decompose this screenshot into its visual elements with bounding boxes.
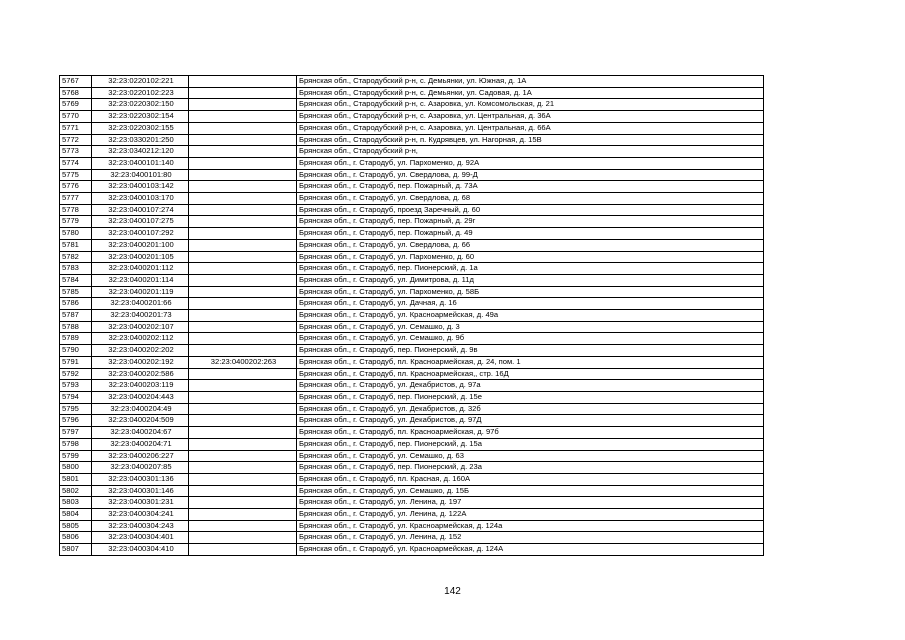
- cadastral-number-cell: 32:23:0400304:243: [92, 520, 189, 532]
- previous-cadastral-number-cell: [189, 181, 297, 193]
- table-row: [60, 181, 764, 193]
- table-row: [60, 228, 764, 240]
- row-number-cell: 5802: [60, 485, 92, 497]
- row-number-cell: 5783: [60, 263, 92, 275]
- row-number-cell: 5789: [60, 333, 92, 345]
- previous-cadastral-number-cell: [189, 111, 297, 123]
- table-row: [60, 286, 764, 298]
- previous-cadastral-number-cell: [189, 239, 297, 251]
- cadastral-number-cell: 32:23:0400301:136: [92, 473, 189, 485]
- previous-cadastral-number-cell: [189, 520, 297, 532]
- cadastral-number-cell: 32:23:0400202:112: [92, 333, 189, 345]
- address-cell: Брянская обл., г. Стародуб, ул. Красноармейская, д. 124а: [297, 520, 764, 532]
- cadastral-number-cell: 32:23:0220302:150: [92, 99, 189, 111]
- row-number-cell: 5791: [60, 356, 92, 368]
- address-cell: Брянская обл., г. Стародуб, ул. Дачная, д. 16: [297, 298, 764, 310]
- table-row: [60, 333, 764, 345]
- address-cell: Брянская обл., г. Стародуб, проезд Заречный, д. 60: [297, 204, 764, 216]
- address-cell: Брянская обл., г. Стародуб, ул. Семашко, д. 63: [297, 450, 764, 462]
- cadastral-number-cell: 32:23:0400107:275: [92, 216, 189, 228]
- address-cell: Брянская обл., г. Стародуб, ул. Красноармейская, д. 124А: [297, 544, 764, 556]
- previous-cadastral-number-cell: [189, 134, 297, 146]
- table-body: [60, 76, 764, 556]
- row-number-cell: 5803: [60, 497, 92, 509]
- table-row: [60, 239, 764, 251]
- table-row: [60, 298, 764, 310]
- cadastral-number-cell: 32:23:0400206:227: [92, 450, 189, 462]
- address-cell: Брянская обл., Стародубский р-н, п. Кудрявцев, ул. Нагорная, д. 15В: [297, 134, 764, 146]
- previous-cadastral-number-cell: [189, 321, 297, 333]
- row-number-cell: 5778: [60, 204, 92, 216]
- cadastral-number-cell: 32:23:0400201:119: [92, 286, 189, 298]
- cadastral-number-cell: 32:23:0340212:120: [92, 146, 189, 158]
- address-cell: Брянская обл., г. Стародуб, ул. Декабристов, д. 32б: [297, 403, 764, 415]
- table-row: [60, 204, 764, 216]
- table-row: [60, 403, 764, 415]
- cadastral-number-cell: 32:23:0400107:274: [92, 204, 189, 216]
- cadastral-number-cell: 32:23:0400201:112: [92, 263, 189, 275]
- table-row: [60, 99, 764, 111]
- row-number-cell: 5794: [60, 391, 92, 403]
- row-number-cell: 5795: [60, 403, 92, 415]
- previous-cadastral-number-cell: [189, 286, 297, 298]
- cadastral-number-cell: 32:23:0400101:140: [92, 157, 189, 169]
- table-row: [60, 520, 764, 532]
- row-number-cell: 5775: [60, 169, 92, 181]
- address-cell: Брянская обл., г. Стародуб, ул. Семашко, д. 3: [297, 321, 764, 333]
- address-cell: Брянская обл., г. Стародуб, ул. Семашко, д. 9б: [297, 333, 764, 345]
- address-cell: Брянская обл., г. Стародуб, пер. Пожарный, д. 73А: [297, 181, 764, 193]
- previous-cadastral-number-cell: [189, 310, 297, 322]
- row-number-cell: 5798: [60, 438, 92, 450]
- table-row: [60, 157, 764, 169]
- row-number-cell: 5796: [60, 415, 92, 427]
- table-row: [60, 134, 764, 146]
- cadastral-number-cell: 32:23:0400101:80: [92, 169, 189, 181]
- previous-cadastral-number-cell: [189, 473, 297, 485]
- previous-cadastral-number-cell: [189, 532, 297, 544]
- cadastral-number-cell: 32:23:0330201:250: [92, 134, 189, 146]
- address-cell: Брянская обл., г. Стародуб, ул. Красноармейская, д. 49а: [297, 310, 764, 322]
- previous-cadastral-number-cell: [189, 391, 297, 403]
- address-cell: Брянская обл., г. Стародуб, ул. Свердлова, д. 68: [297, 193, 764, 205]
- row-number-cell: 5767: [60, 76, 92, 88]
- table-row: [60, 321, 764, 333]
- row-number-cell: 5790: [60, 345, 92, 357]
- cadastral-number-cell: 32:23:0400203:119: [92, 380, 189, 392]
- table-row: [60, 216, 764, 228]
- table-row: [60, 497, 764, 509]
- cadastral-number-cell: 32:23:0400202:202: [92, 345, 189, 357]
- previous-cadastral-number-cell: [189, 497, 297, 509]
- cadastral-number-cell: 32:23:0400201:105: [92, 251, 189, 263]
- table-row: [60, 509, 764, 521]
- cadastral-number-cell: 32:23:0400202:107: [92, 321, 189, 333]
- previous-cadastral-number-cell: [189, 462, 297, 474]
- cadastral-number-cell: 32:23:0400304:410: [92, 544, 189, 556]
- previous-cadastral-number-cell: [189, 76, 297, 88]
- address-cell: Брянская обл., г. Стародуб, пер. Пионерский, д. 15е: [297, 391, 764, 403]
- previous-cadastral-number-cell: [189, 251, 297, 263]
- previous-cadastral-number-cell: [189, 427, 297, 439]
- cadastral-number-cell: 32:23:0400204:443: [92, 391, 189, 403]
- row-number-cell: 5793: [60, 380, 92, 392]
- cadastral-number-cell: 32:23:0400201:100: [92, 239, 189, 251]
- previous-cadastral-number-cell: [189, 485, 297, 497]
- row-number-cell: 5785: [60, 286, 92, 298]
- previous-cadastral-number-cell: [189, 169, 297, 181]
- row-number-cell: 5771: [60, 122, 92, 134]
- address-cell: Брянская обл., г. Стародуб, пер. Пионерский, д. 1а: [297, 263, 764, 275]
- table-row: [60, 146, 764, 158]
- address-cell: Брянская обл., г. Стародуб, ул. Семашко, д. 15Б: [297, 485, 764, 497]
- previous-cadastral-number-cell: [189, 204, 297, 216]
- previous-cadastral-number-cell: [189, 146, 297, 158]
- row-number-cell: 5779: [60, 216, 92, 228]
- previous-cadastral-number-cell: [189, 263, 297, 275]
- address-cell: Брянская обл., г. Стародуб, ул. Ленина, д. 197: [297, 497, 764, 509]
- address-cell: Брянская обл., г. Стародуб, пл. Красноармейская, д. 97б: [297, 427, 764, 439]
- address-cell: Брянская обл., Стародубский р-н, с. Азаровка, ул. Центральная, д. 36А: [297, 111, 764, 123]
- table-row: [60, 356, 764, 368]
- table-row: [60, 438, 764, 450]
- address-cell: Брянская обл., г. Стародуб, ул. Свердлова, д. 99-Д: [297, 169, 764, 181]
- previous-cadastral-number-cell: [189, 274, 297, 286]
- property-register-table: [59, 75, 764, 556]
- cadastral-number-cell: 32:23:0220302:155: [92, 122, 189, 134]
- row-number-cell: 5807: [60, 544, 92, 556]
- row-number-cell: 5792: [60, 368, 92, 380]
- address-cell: Брянская обл., г. Стародуб, ул. Пархоменко, д. 92А: [297, 157, 764, 169]
- address-cell: Брянская обл., г. Стародуб, ул. Пархоменко, д. 60: [297, 251, 764, 263]
- cadastral-number-cell: 32:23:0400204:67: [92, 427, 189, 439]
- address-cell: Брянская обл., г. Стародуб, ул. Ленина, д. 152: [297, 532, 764, 544]
- table-row: [60, 310, 764, 322]
- table-row: [60, 122, 764, 134]
- address-cell: Брянская обл., Стародубский р-н, с. Демьянки, ул. Садовая, д. 1А: [297, 87, 764, 99]
- cadastral-number-cell: 32:23:0400204:49: [92, 403, 189, 415]
- row-number-cell: 5799: [60, 450, 92, 462]
- previous-cadastral-number-cell: [189, 450, 297, 462]
- row-number-cell: 5776: [60, 181, 92, 193]
- table-row: [60, 345, 764, 357]
- address-cell: Брянская обл., г. Стародуб, ул. Декабристов, д. 97а: [297, 380, 764, 392]
- cadastral-number-cell: 32:23:0220102:223: [92, 87, 189, 99]
- table-row: [60, 193, 764, 205]
- address-cell: Брянская обл., г. Стародуб, пер. Пожарный, д. 49: [297, 228, 764, 240]
- previous-cadastral-number-cell: [189, 87, 297, 99]
- cadastral-number-cell: 32:23:0400204:509: [92, 415, 189, 427]
- previous-cadastral-number-cell: [189, 380, 297, 392]
- previous-cadastral-number-cell: [189, 345, 297, 357]
- row-number-cell: 5806: [60, 532, 92, 544]
- row-number-cell: 5769: [60, 99, 92, 111]
- previous-cadastral-number-cell: [189, 216, 297, 228]
- table-row: [60, 263, 764, 275]
- cadastral-number-cell: 32:23:0400103:142: [92, 181, 189, 193]
- address-cell: Брянская обл., г. Стародуб, ул. Димитрова, д. 11д: [297, 274, 764, 286]
- row-number-cell: 5786: [60, 298, 92, 310]
- previous-cadastral-number-cell: [189, 509, 297, 521]
- table-row: [60, 473, 764, 485]
- table-row: [60, 169, 764, 181]
- cadastral-number-cell: 32:23:0400201:114: [92, 274, 189, 286]
- address-cell: Брянская обл., Стародубский р-н, с. Азаровка, ул. Центральная, д. 66А: [297, 122, 764, 134]
- previous-cadastral-number-cell: [189, 368, 297, 380]
- address-cell: Брянская обл., г. Стародуб, ул. Пархоменко, д. 58Б: [297, 286, 764, 298]
- previous-cadastral-number-cell: [189, 193, 297, 205]
- table-row: [60, 544, 764, 556]
- address-cell: Брянская обл., г. Стародуб, пер. Пожарный, д. 29г: [297, 216, 764, 228]
- address-cell: Брянская обл., г. Стародуб, пер. Пионерский, д. 23а: [297, 462, 764, 474]
- address-cell: Брянская обл., г. Стародуб, ул. Свердлова, д. 66: [297, 239, 764, 251]
- table-row: [60, 485, 764, 497]
- row-number-cell: 5801: [60, 473, 92, 485]
- row-number-cell: 5777: [60, 193, 92, 205]
- row-number-cell: 5804: [60, 509, 92, 521]
- row-number-cell: 5805: [60, 520, 92, 532]
- cadastral-number-cell: 32:23:0400202:586: [92, 368, 189, 380]
- cadastral-number-cell: 32:23:0400201:66: [92, 298, 189, 310]
- row-number-cell: 5800: [60, 462, 92, 474]
- table-row: [60, 368, 764, 380]
- cadastral-number-cell: 32:23:0400202:192: [92, 356, 189, 368]
- row-number-cell: 5774: [60, 157, 92, 169]
- address-cell: Брянская обл., Стародубский р-н,: [297, 146, 764, 158]
- address-cell: Брянская обл., г. Стародуб, ул. Декабристов, д. 97Д: [297, 415, 764, 427]
- row-number-cell: 5773: [60, 146, 92, 158]
- previous-cadastral-number-cell: [189, 298, 297, 310]
- row-number-cell: 5784: [60, 274, 92, 286]
- table-row: [60, 532, 764, 544]
- table-row: [60, 380, 764, 392]
- cadastral-number-cell: 32:23:0400301:231: [92, 497, 189, 509]
- previous-cadastral-number-cell: 32:23:0400202:263: [189, 356, 297, 368]
- previous-cadastral-number-cell: [189, 544, 297, 556]
- row-number-cell: 5772: [60, 134, 92, 146]
- cadastral-number-cell: 32:23:0400301:146: [92, 485, 189, 497]
- cadastral-number-cell: 32:23:0220102:221: [92, 76, 189, 88]
- cadastral-number-cell: 32:23:0400204:71: [92, 438, 189, 450]
- table-row: [60, 450, 764, 462]
- table-row: [60, 415, 764, 427]
- previous-cadastral-number-cell: [189, 157, 297, 169]
- table-row: [60, 251, 764, 263]
- row-number-cell: 5770: [60, 111, 92, 123]
- row-number-cell: 5782: [60, 251, 92, 263]
- address-cell: Брянская обл., г. Стародуб, пл. Красноармейская, д. 24, пом. 1: [297, 356, 764, 368]
- row-number-cell: 5781: [60, 239, 92, 251]
- cadastral-number-cell: 32:23:0400103:170: [92, 193, 189, 205]
- previous-cadastral-number-cell: [189, 333, 297, 345]
- table-row: [60, 111, 764, 123]
- cadastral-number-cell: 32:23:0400304:401: [92, 532, 189, 544]
- address-cell: Брянская обл., Стародубский р-н, с. Азаровка, ул. Комсомольская, д. 21: [297, 99, 764, 111]
- address-cell: Брянская обл., г. Стародуб, пл. Красноармейская,, стр. 16Д: [297, 368, 764, 380]
- address-cell: Брянская обл., Стародубский р-н, с. Демьянки, ул. Южная, д. 1А: [297, 76, 764, 88]
- cadastral-number-cell: 32:23:0400201:73: [92, 310, 189, 322]
- row-number-cell: 5768: [60, 87, 92, 99]
- previous-cadastral-number-cell: [189, 228, 297, 240]
- table-row: [60, 462, 764, 474]
- page-number: 142: [444, 586, 461, 597]
- address-cell: Брянская обл., г. Стародуб, ул. Ленина, д. 122А: [297, 509, 764, 521]
- cadastral-number-cell: 32:23:0220302:154: [92, 111, 189, 123]
- address-cell: Брянская обл., г. Стародуб, пл. Красная, д. 160А: [297, 473, 764, 485]
- table-row: [60, 274, 764, 286]
- previous-cadastral-number-cell: [189, 415, 297, 427]
- table-row: [60, 427, 764, 439]
- row-number-cell: 5797: [60, 427, 92, 439]
- cadastral-number-cell: 32:23:0400207:85: [92, 462, 189, 474]
- previous-cadastral-number-cell: [189, 438, 297, 450]
- previous-cadastral-number-cell: [189, 403, 297, 415]
- address-cell: Брянская обл., г. Стародуб, пер. Пионерский, д. 9в: [297, 345, 764, 357]
- address-cell: Брянская обл., г. Стародуб, пер. Пионерский, д. 15а: [297, 438, 764, 450]
- row-number-cell: 5787: [60, 310, 92, 322]
- table-row: [60, 76, 764, 88]
- cadastral-number-cell: 32:23:0400107:292: [92, 228, 189, 240]
- previous-cadastral-number-cell: [189, 122, 297, 134]
- row-number-cell: 5780: [60, 228, 92, 240]
- cadastral-number-cell: 32:23:0400304:241: [92, 509, 189, 521]
- row-number-cell: 5788: [60, 321, 92, 333]
- table-row: [60, 391, 764, 403]
- previous-cadastral-number-cell: [189, 99, 297, 111]
- table-row: [60, 87, 764, 99]
